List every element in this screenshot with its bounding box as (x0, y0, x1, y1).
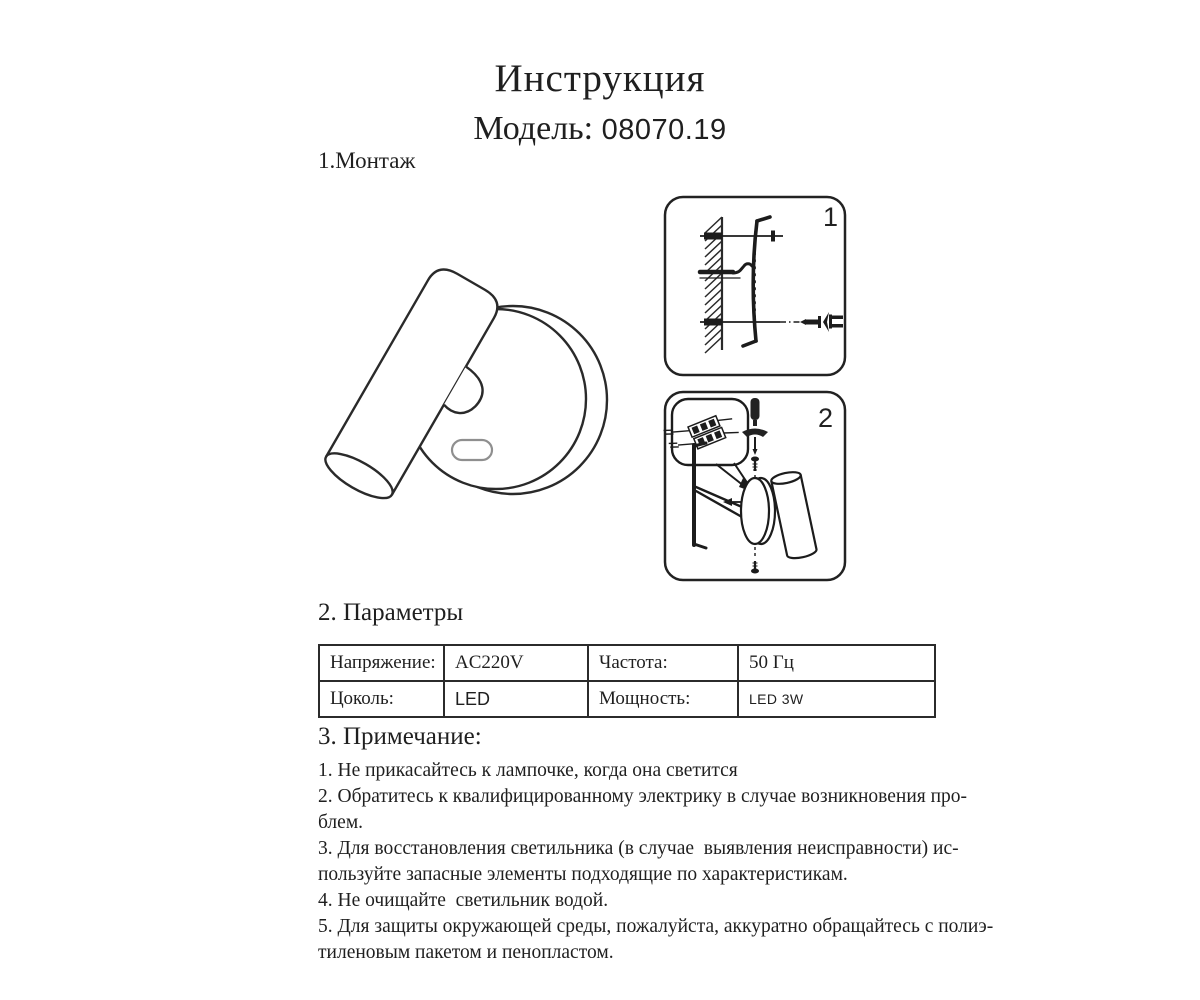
model-line (300, 110, 900, 148)
note-line: 5. Для защиты окружающей среды, пожалуйста, аккуратно обращайтесь с полиэ- (318, 916, 994, 937)
document-title: Инструкция (494, 57, 706, 100)
model-number: 08070.19 (601, 114, 727, 146)
parameters-heading: 2. Параметры (318, 599, 464, 626)
table-row (319, 645, 935, 681)
table-row (319, 681, 935, 717)
note-line: 2. Обратитесь к квалифицированному электрику в случае возникновения про- (318, 786, 968, 807)
parameters-table (318, 644, 936, 718)
param-value-power: LED 3W (738, 681, 935, 717)
lamp-base-side-front (741, 478, 769, 544)
param-value-socket: LED (444, 681, 588, 717)
note-line: пользуйте запасные элементы подходящие по характеристикам. (318, 864, 848, 885)
param-label-frequency: Частота: (588, 645, 738, 681)
notes-heading: 3. Примечание: (318, 723, 482, 750)
notes-list (318, 758, 993, 966)
note-line: тиленовым пакетом и пенопластом. (318, 942, 614, 963)
mounting-step1-figure (660, 192, 855, 384)
param-label-power: Мощность: (588, 681, 738, 717)
note-line: блем. (318, 812, 364, 833)
param-label-socket: Цоколь: (319, 681, 444, 717)
param-value-voltage: AC220V (444, 645, 588, 681)
step2-number: 2 (818, 403, 834, 433)
param-label-voltage: Напряжение: (319, 645, 444, 681)
lamp-front-illustration (295, 233, 635, 533)
model-label: Модель: (473, 110, 594, 147)
installation-heading: 1.Монтаж (318, 148, 416, 173)
note-line: 4. Не очищайте светильник водой. (318, 890, 609, 911)
note-line: 3. Для восстановления светильника (в случае выявления неисправности) ис- (318, 838, 959, 859)
step1-number: 1 (823, 202, 839, 232)
param-value-frequency: 50 Гц (738, 645, 935, 681)
mounting-step2-figure (660, 387, 855, 585)
note-line: 1. Не прикасайтесь к лампочке, когда она светится (318, 760, 738, 781)
